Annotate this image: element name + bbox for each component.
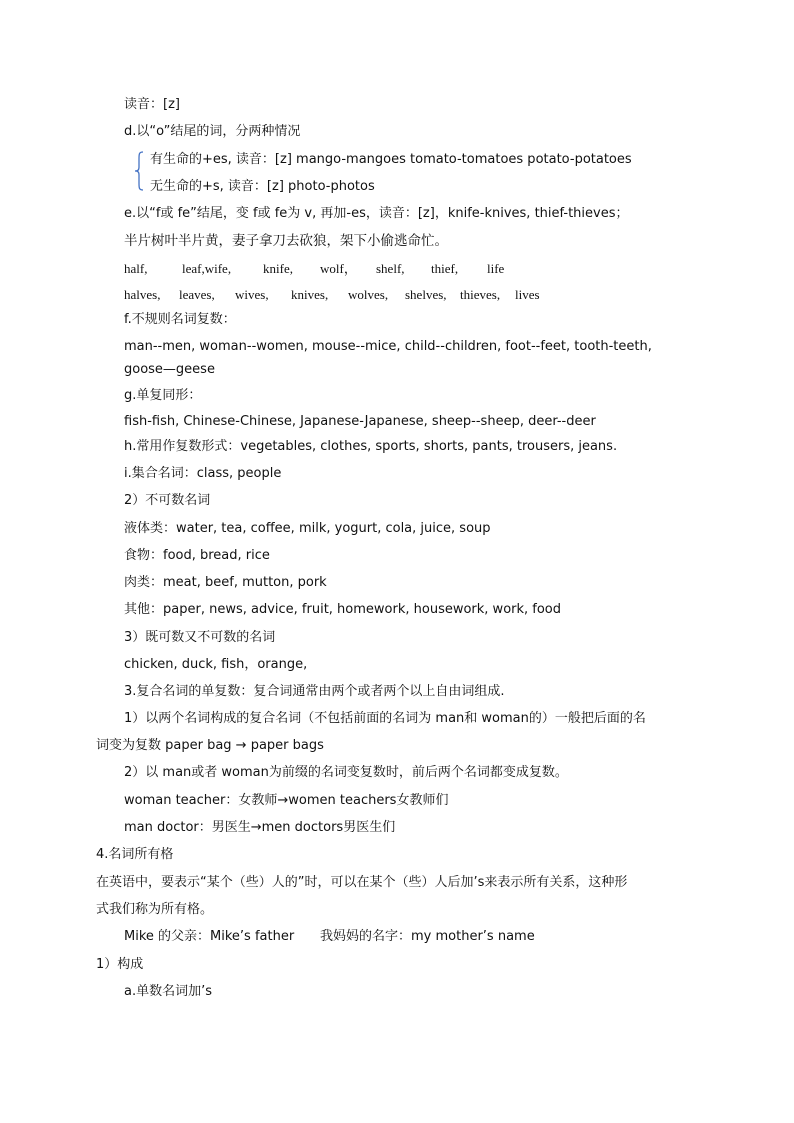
text-line: 词变为复数 paper bag → paper bags	[96, 738, 324, 753]
text-line: 1）以两个名词构成的复合名词（不包括前面的名词为 man和 woman的）一般把后面的名	[124, 711, 646, 726]
word-cell: thief,	[431, 261, 459, 276]
text-line: 2）以 man或者 woman为前缀的名词变复数时，前后两个名词都变成复数。	[124, 765, 568, 780]
text-line: 其他：paper, news, advice, fruit, homework, housework, work, food	[124, 602, 562, 617]
section-heading-h: h.常用作复数形式：vegetables, clothes, sports, shorts, pants, trousers, jeans.	[124, 439, 618, 454]
text-line: 读音：[z]	[124, 97, 180, 112]
example-mike-father: Mike 的父亲：Mike’s father	[124, 929, 295, 944]
subsection-heading: 3）既可数又不可数的名词	[124, 630, 276, 645]
text-line: 食物：food, bread, rice	[124, 548, 270, 563]
word-cell: wolf，	[320, 261, 357, 276]
text-line: 有生命的+es, 读音：[z] mango-mangoes tomato-tomatoes potato-potatoes	[150, 152, 632, 167]
text-line: 式我们称为所有格。	[96, 902, 214, 917]
word-cell: wolves,	[348, 287, 389, 302]
word-cell: life	[487, 261, 505, 276]
mnemonic-line: 半片树叶半片黄，妻子拿刀去砍狼，架下小偷逃命忙。	[124, 233, 448, 249]
word-cell: leaf,wife,	[182, 261, 232, 276]
word-cell: shelf,	[376, 261, 405, 276]
curly-brace-icon	[134, 151, 144, 191]
text-line: 无生命的+s, 读音：[z] photo-photos	[150, 179, 375, 194]
word-cell: knife,	[263, 261, 293, 276]
text-line: 液体类：water, tea, coffee, milk, yogurt, cola, juice, soup	[124, 521, 491, 536]
example-mother-name: 我妈妈的名字：my mother’s name	[320, 929, 535, 944]
word-cell: half,	[124, 261, 148, 276]
word-cell: knives,	[291, 287, 329, 302]
section-heading-f: f.不规则名词复数：	[124, 312, 236, 327]
text-line: chicken, duck, fish，orange,	[124, 657, 308, 672]
word-cell: shelves,	[405, 287, 447, 302]
text-line: man--men, woman--women, mouse--mice, child--children, foot--feet, tooth-teeth,	[124, 339, 652, 354]
section-heading-i: i.集合名词：class, people	[124, 466, 282, 481]
text-line: goose—geese	[124, 362, 215, 377]
word-cell: wives,	[235, 287, 269, 302]
text-line: a.单数名词加’s	[124, 984, 213, 999]
section-heading-d: d.以“o”结尾的词，分两种情况	[124, 124, 301, 139]
text-line: man doctor：男医生→men doctors男医生们	[124, 820, 396, 835]
text-line: 肉类：meat, beef, mutton, pork	[124, 575, 327, 590]
word-cell: thieves,	[460, 287, 501, 302]
text-line: 在英语中，要表示“某个（些）人的”时，可以在某个（些）人后加’s来表示所有关系，这种形	[96, 875, 628, 890]
text-line: fish-fish, Chinese-Chinese, Japanese-Japanese, sheep--sheep, deer--deer	[124, 414, 596, 429]
section-heading: 3.复合名词的单复数：复合词通常由两个或者两个以上自由词组成.	[124, 684, 505, 699]
subsection-heading: 1）构成	[96, 957, 144, 972]
word-cell: leaves,	[179, 287, 215, 302]
text-line: woman teacher：女教师→women teachers女教师们	[124, 793, 449, 808]
section-heading: 4.名词所有格	[96, 847, 174, 862]
word-cell: lives	[515, 287, 540, 302]
subsection-heading: 2）不可数名词	[124, 493, 211, 508]
section-heading-g: g.单复同形：	[124, 388, 202, 403]
word-cell: halves,	[124, 287, 161, 302]
section-heading-e: e.以“f或 fe”结尾，变 f或 fe为 v, 再加-es，读音：[z]，knife-knives, thief-thieves；	[124, 206, 629, 221]
